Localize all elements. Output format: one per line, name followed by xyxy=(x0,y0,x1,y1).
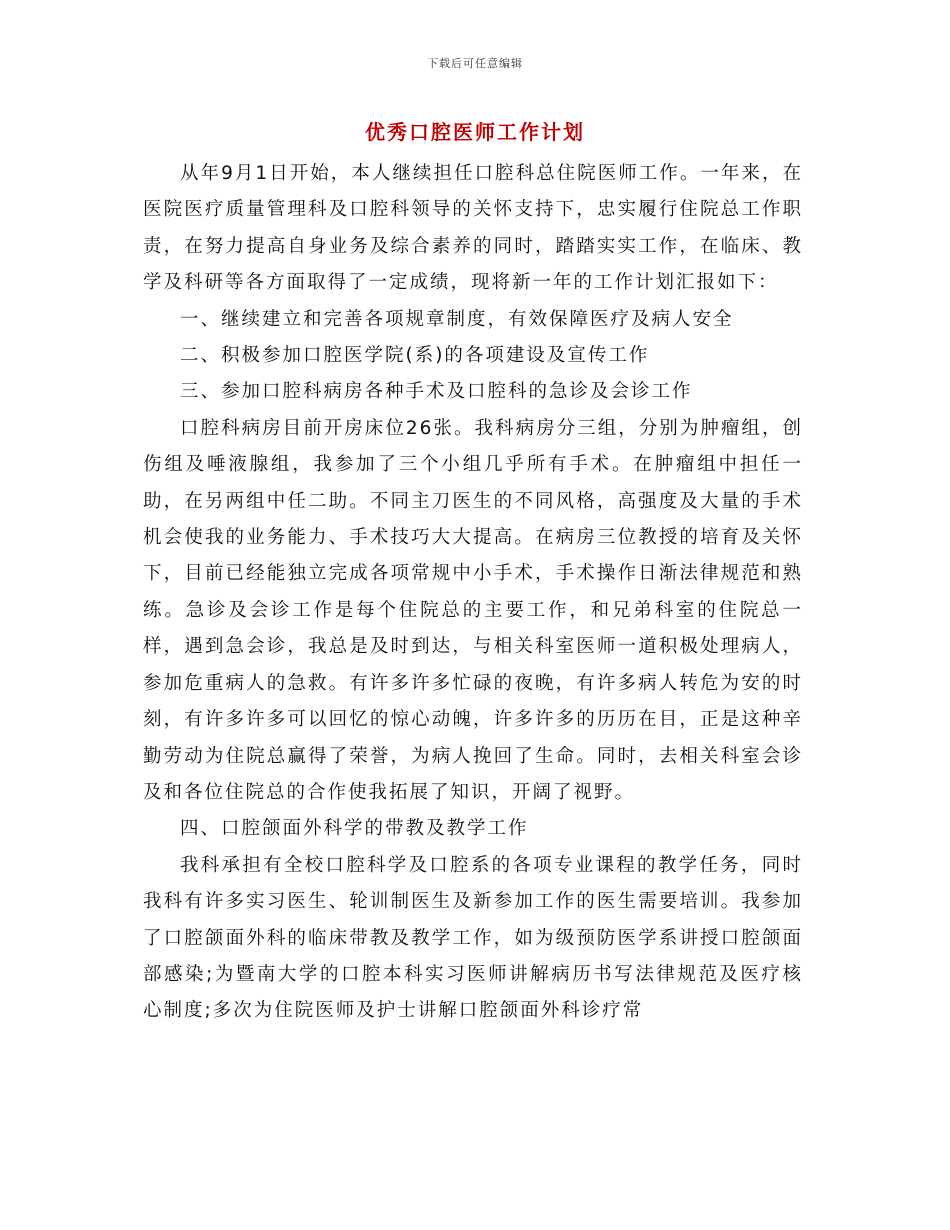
paragraph-ward-work: 口腔科病房目前开房床位26张。我科病房分三组，分别为肿瘤组，创伤组及唾液腺组，我参加了三个小组几乎所有手术。在肿瘤组中担任一助，在另两组中任二助。不同主刀医生的不同风格，高强度及大量的手术机会使我的业务能力、手术技巧大大提高。在病房三位教授的培育及关怀下，目前已经能独立完成各项常规中小手术，手术操作日渐法律规范和熟练。急诊及会诊工作是每个住院总的主要工作，和兄弟科室的住院总一样，遇到急会诊，我总是及时到达，与相关科室医师一道积极处理病人，参加危重病人的急救。有许多许多忙碌的夜晚，有许多病人转危为安的时刻，有许多许多可以回忆的惊心动魄，许多许多的历历在目，正是这种辛勤劳动为住院总赢得了荣誉，为病人挽回了生命。同时，去相关科室会诊及和各位住院总的合作使我拓展了知识，开阔了视野。 xyxy=(143,417,803,803)
section-heading-4: 四、口腔颌面外科学的带教及教学工作 xyxy=(180,818,529,840)
paragraph-intro: 从年9月1日开始，本人继续担任口腔科总住院医师工作。一年来，在医院医疗质量管理科及口腔科领导的关怀支持下，忠实履行住院总工作职责，在努力提高自身业务及综合素养的同时，踏踏实实工作，在临床、教学及科研等各方面取得了一定成绩，现将新一年的工作计划汇报如下： xyxy=(143,163,803,294)
section-heading-1: 一、继续建立和完善各项规章制度，有效保障医疗及病人安全 xyxy=(180,308,734,330)
document-title: 优秀口腔医师工作计划 xyxy=(365,120,585,144)
section-heading-3: 三、参加口腔科病房各种手术及口腔科的急诊及会诊工作 xyxy=(180,381,693,403)
section-heading-2: 二、积极参加口腔医学院(系)的各项建设及宣传工作 xyxy=(180,345,650,367)
header-note: 下载后可任意编辑 xyxy=(427,57,523,70)
document-body xyxy=(143,156,803,1030)
paragraph-teaching: 我科承担有全校口腔科学及口腔系的各项专业课程的教学任务，同时我科有许多实习医生、轮训制医生及新参加工作的医生需要培训。我参加了口腔颌面外科的临床带教及教学工作，如为级预防医学系讲授口腔颌面部感染;为暨南大学的口腔本科实习医师讲解病历书写法律规范及医疗核心制度;多次为住院医师及护士讲解口腔颌面外科诊疗常 xyxy=(143,854,803,1022)
